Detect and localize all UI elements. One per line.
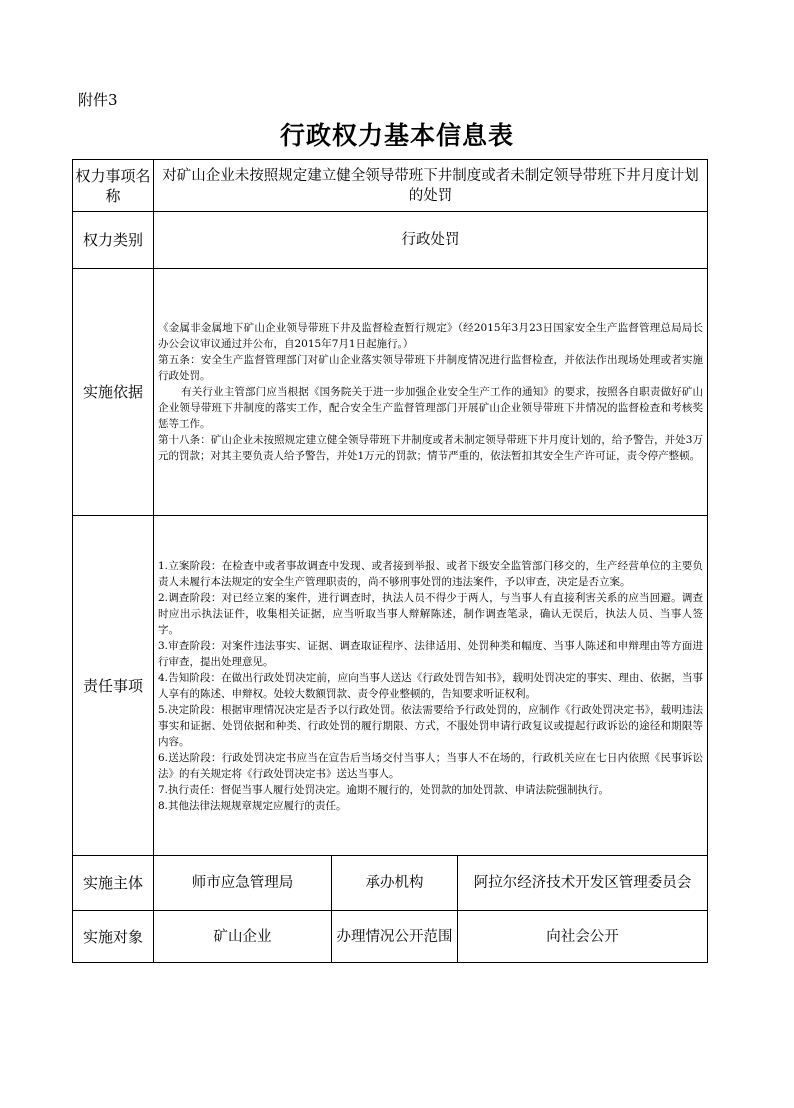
power-category-value: 行政处罚: [154, 212, 708, 269]
row-power-name: [73, 160, 708, 212]
duty-item: 7.执行责任：督促当事人履行处罚决定。逾期不履行的，处罚款的加处罚款、申请法院强制执行。: [158, 783, 610, 796]
basis-label: 实施依据: [73, 269, 154, 516]
basis-paragraph: 《金属非金属地下矿山企业领导带班下井及监督检查暂行规定》（经2015年3月23日国家安全生产监督管理总局局长办公会议审议通过并公布，自2015年7月1日起施行。）: [158, 322, 704, 350]
duty-item: 2.调查阶段：对已经立案的案件，进行调查时，执法人员不得少于两人，与当事人有直接利害关系的应当回避。调查时应出示执法证件，收集相关证据，应当听取当事人辩解陈述，制作调查笔录，确认无误后，执法人员、当事人签字。: [158, 591, 704, 636]
basis-content: [154, 269, 708, 516]
duty-label: 责任事项: [73, 516, 154, 856]
basis-paragraph: 第五条：安全生产监督管理部门对矿山企业落实领导带班下井制度情况进行监督检查，并依法作出现场处理或者实施行政处罚。: [158, 354, 704, 382]
duty-content: [154, 516, 708, 856]
subject-label: 实施主体: [73, 856, 154, 911]
row-target: [73, 911, 708, 963]
duty-item: 5.决定阶段：根据审理情况决定是否予以行政处罚。依法需要给予行政处罚的，应制作《行政处罚决定书》，载明违法事实和证据、处罚依据和种类、行政处罚的履行期限、方式，不服处罚申请行政复议或提起行政诉讼的途径和期限等内容。: [158, 703, 704, 748]
duty-item: 1.立案阶段：在检查中或者事故调查中发现、或者接到举报、或者下级安全监管部门移交的，生产经营单位的主要负责人未履行本法规定的安全生产管理职责的，尚不够刑事处罚的违法案件，予以审查，决定是否立案。: [158, 559, 704, 588]
org-label: 承办机构: [332, 856, 458, 911]
disclosure-value: 向社会公开: [458, 911, 708, 963]
duty-item: 4.告知阶段：在做出行政处罚决定前，应向当事人送达《行政处罚告知书》，载明处罚决定的事实、理由、依据，当事人享有的陈述、申辩权。处较大数额罚款、责令停业整顿的，告知要求听证权利。: [158, 671, 704, 700]
power-info-table: [72, 159, 708, 963]
row-duty: [73, 516, 708, 856]
basis-paragraph: 有关行业主管部门应当根据《国务院关于进一步加强企业安全生产工作的通知》的要求，按照各自职责做好矿山企业领导带班下井制度的落实工作，配合安全生产监督管理部门开展矿山企业领导带班下井情况的监督检查和考核奖惩等工作。: [158, 386, 704, 430]
basis-paragraph: 第十八条：矿山企业未按照规定建立健全领导带班下井制度或者未制定领导带班下井月度计划的，给予警告，并处3万元的罚款；对其主要负责人给予警告，并处1万元的罚款；情节严重的，依法暂扣其安全生产许可证，责令停产整顿。: [158, 434, 704, 462]
row-subject: [73, 856, 708, 911]
row-power-category: [73, 212, 708, 269]
duty-item: 8.其他法律法规规章规定应履行的责任。: [158, 799, 347, 812]
org-value: 阿拉尔经济技术开发区管理委员会: [458, 856, 708, 911]
target-value: 矿山企业: [154, 911, 332, 963]
power-name-label: 权力事项名称: [73, 160, 154, 212]
page-title: 行政权力基本信息表: [279, 121, 514, 150]
duty-item: 6.送达阶段：行政处罚决定书应当在宣告后当场交付当事人；当事人不在场的，行政机关应在七日内依照《民事诉讼法》的有关规定将《行政处罚决定书》送达当事人。: [158, 751, 704, 780]
subject-value: 师市应急管理局: [154, 856, 332, 911]
power-category-label: 权力类别: [73, 212, 154, 269]
target-label: 实施对象: [73, 911, 154, 963]
row-basis: [73, 269, 708, 516]
disclosure-label: 办理情况公开范围: [332, 911, 458, 963]
power-name-value: 对矿山企业未按照规定建立健全领导带班下井制度或者未制定领导带班下井月度计划的处罚: [154, 160, 708, 212]
attachment-label: 附件3: [78, 91, 118, 109]
duty-item: 3.审查阶段：对案件违法事实、证据、调查取证程序、法律适用、处罚种类和幅度、当事人陈述和申辩理由等方面进行审查，提出处理意见。: [158, 639, 704, 668]
